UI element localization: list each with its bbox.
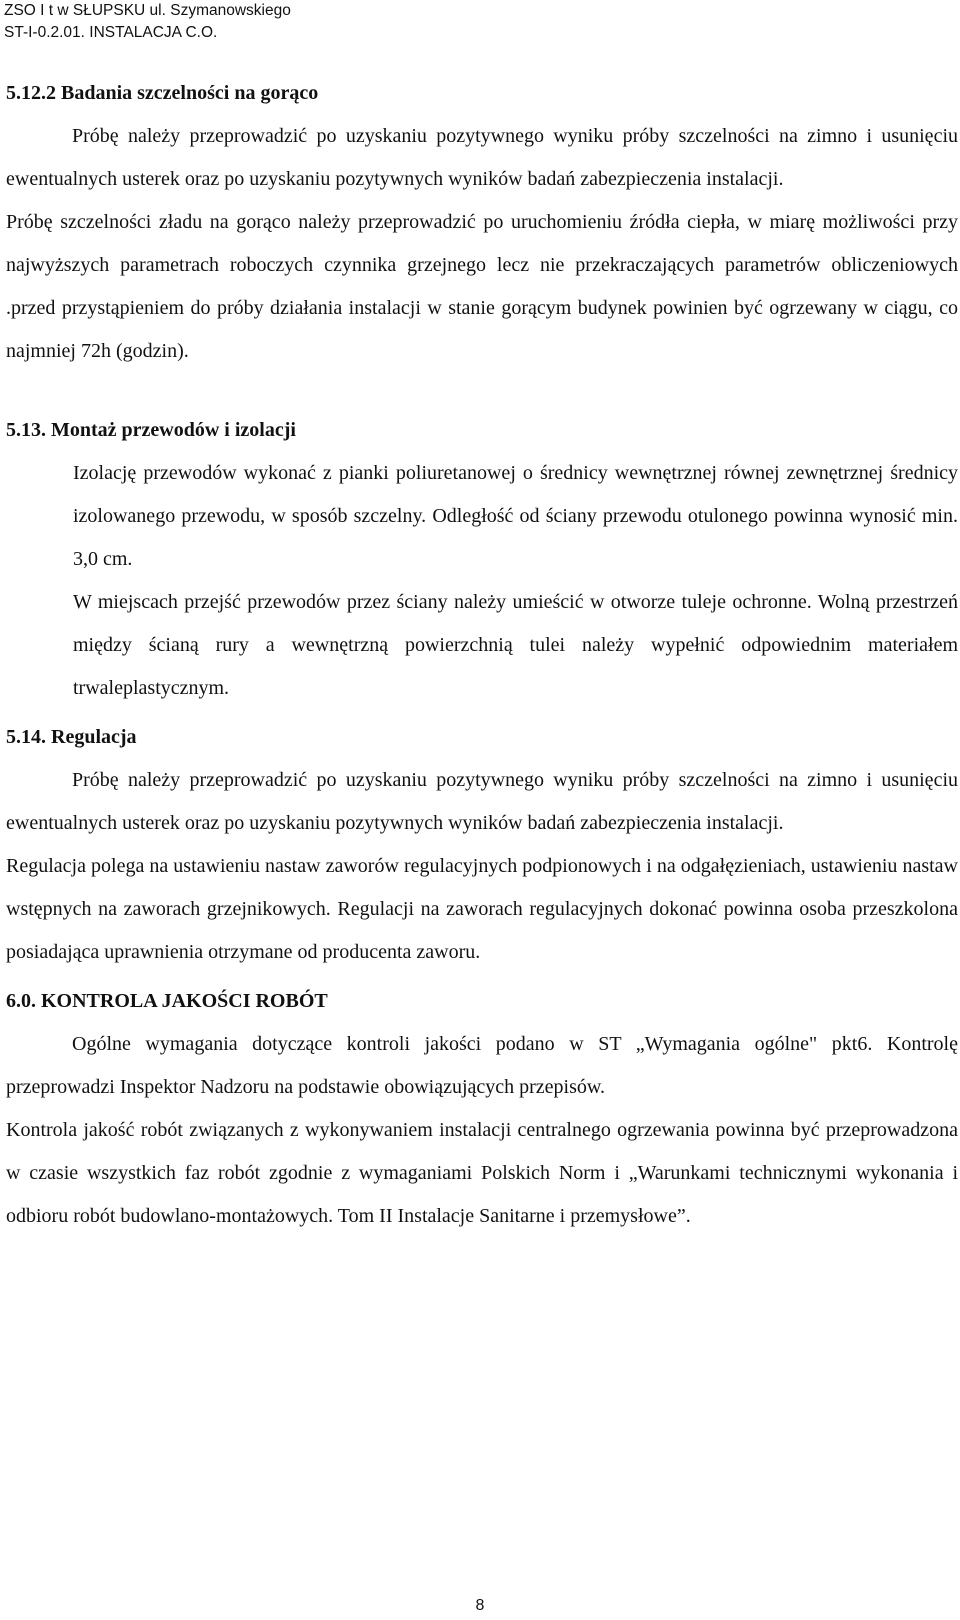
paragraph: W miejscach przejść przewodów przez ściany należy umieścić w otworze tuleje ochronne. Wolną przestrzeń między ścianą rury a wewnętrzną powierzchnią tulei należy wypełnić odpowiednim materiałem trwaleplastycznym. bbox=[73, 591, 958, 699]
paragraph: Próbę szczelności zładu na gorąco należy przeprowadzić po uruchomieniu źródła ciepła, w miarę możliwości przy najwyższych parametrach roboczych czynnika grzejnego lecz nie przekraczających parametrów obliczeniowych .przed przystąpieniem do próby działania instalacji w stanie gorącym budynek powinien być ogrzewany w ciągu, co najmniej 72h (godzin). bbox=[6, 211, 958, 362]
section-5-12-2 bbox=[6, 72, 958, 373]
section-heading: 6.0. KONTROLA JAKOŚCI ROBÓT bbox=[6, 990, 328, 1012]
paragraph: Kontrola jakość robót związanych z wykonywaniem instalacji centralnego ogrzewania powinna być przeprowadzona w czasie wszystkich faz robót zgodnie z wymaganiami Polskich Norm i „Warunkami technicznymi wykonania i odbioru robót budowlano-montażowych. Tom II Instalacje Sanitarne i przemysłowe”. bbox=[6, 1119, 958, 1227]
section-6-0 bbox=[6, 980, 958, 1238]
header-line-2: ST-I-0.2.01. INSTALACJA C.O. bbox=[4, 24, 218, 41]
document-header bbox=[4, 0, 291, 44]
page-number: 8 bbox=[475, 1597, 485, 1614]
paragraph: Regulacja polega na ustawieniu nastaw zaworów regulacyjnych podpionowych i na odgałęzieniach, ustawieniu nastaw wstępnych na zaworach grzejnikowych. Regulacji na zaworach regulacyjnych dokonać powinna osoba przeszkolona posiadająca uprawnienia otrzymane od producenta zaworu. bbox=[6, 855, 958, 963]
paragraph: Izolację przewodów wykonać z pianki poliuretanowej o średnicy wewnętrznej równej zewnętrznej średnicy izolowanego przewodu, w sposób szczelny. Odległość od ściany przewodu otulonego powinna wynosić min. 3,0 cm. bbox=[73, 462, 958, 570]
section-5-13 bbox=[6, 409, 958, 710]
section-heading: 5.14. Regulacja bbox=[6, 726, 137, 748]
paragraph: Próbę należy przeprowadzić po uzyskaniu pozytywnego wyniku próby szczelności na zimno i usunięciu ewentualnych usterek oraz po uzyskaniu pozytywnych wyników badań zabezpieczenia instalacji. bbox=[6, 769, 958, 834]
header-line-1: ZSO I t w SŁUPSKU ul. Szymanowskiego bbox=[4, 2, 291, 19]
document-body bbox=[6, 72, 958, 1238]
paragraph: Próbę należy przeprowadzić po uzyskaniu pozytywnego wyniku próby szczelności na zimno i usunięciu ewentualnych usterek oraz po uzyskaniu pozytywnych wyników badań zabezpieczenia instalacji. bbox=[6, 125, 958, 190]
section-heading: 5.12.2 Badania szczelności na gorąco bbox=[6, 82, 319, 104]
paragraph: Ogólne wymagania dotyczące kontroli jakości podano w ST „Wymagania ogólne" pkt6. Kontrolę przeprowadzi Inspektor Nadzoru na podstawie obowiązujących przepisów. bbox=[6, 1033, 958, 1098]
section-heading: 5.13. Montaż przewodów i izolacji bbox=[6, 419, 296, 441]
section-5-14 bbox=[6, 716, 958, 974]
